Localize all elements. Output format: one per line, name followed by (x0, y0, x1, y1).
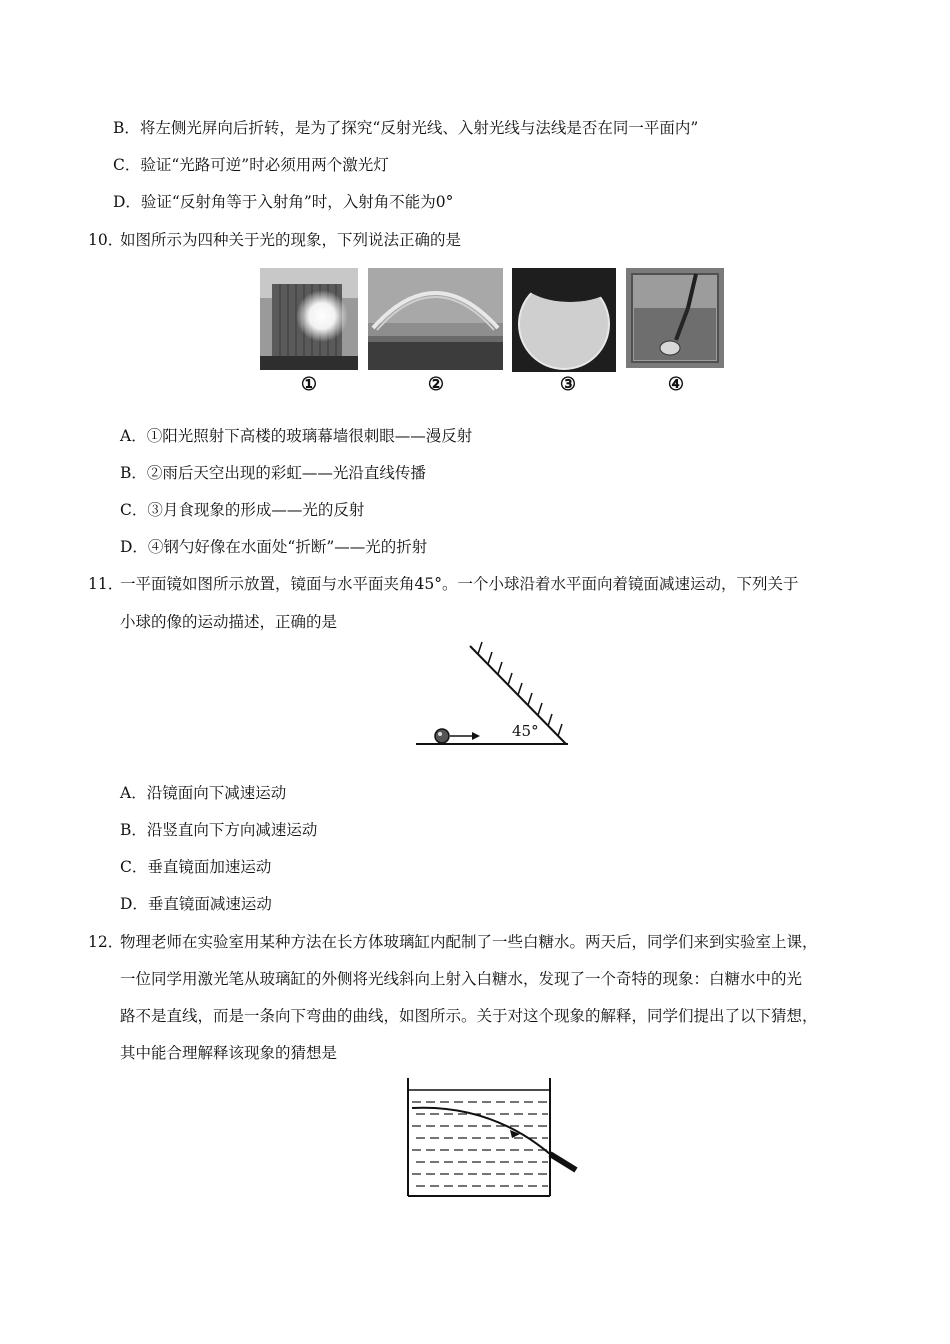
spoon-in-water-photo (626, 268, 724, 368)
sugar-water-tank-diagram (400, 1074, 590, 1204)
q11-stem-line1: 一平面镜如图所示放置，镜面与水平面夹角45°。一个小球沿着水平面向着镜面减速运动，下列关于 (120, 575, 799, 593)
angle-label: 45° (512, 722, 539, 740)
q12-stem-line3: 路不是直线，而是一条向下弯曲的曲线，如图所示。关于对这个现象的解释，同学们提出了以下猜想， (120, 1007, 818, 1025)
rainbow-photo (368, 268, 503, 370)
q12-number: 12． (88, 933, 124, 951)
lunar-eclipse-photo (512, 268, 616, 372)
q10-option-d: D．④钢勺好像在水面处“折断”——光的折射 (120, 538, 428, 556)
q10-stem: 如图所示为四种关于光的现象，下列说法正确的是 (120, 231, 462, 249)
q10-option-c: C．③月食现象的形成——光的反射 (120, 501, 365, 519)
q11-stem-line2: 小球的像的运动描述，正确的是 (120, 613, 338, 631)
q12-stem-line2: 一位同学用激光笔从玻璃缸的外侧将光线斜向上射入白糖水，发现了一个奇特的现象：白糖水中的光 (120, 970, 803, 988)
q9-option-d: D．验证“反射角等于入射角”时，入射角不能为0° (113, 193, 454, 211)
building-glare-photo (260, 268, 358, 370)
q10-option-a: A．①阳光照射下高楼的玻璃幕墙很刺眼——漫反射 (120, 427, 473, 445)
figure-label-3: ③ (559, 374, 577, 395)
q11-number: 11． (88, 575, 124, 593)
figure-label-2: ② (427, 374, 445, 395)
figure-label-4: ④ (667, 374, 685, 395)
q10-number: 10． (88, 231, 124, 249)
mirror-ball-diagram (410, 640, 580, 752)
q12-stem-line1: 物理老师在实验室用某种方法在长方体玻璃缸内配制了一些白糖水。两天后，同学们来到实验室上课， (120, 933, 818, 951)
q10-option-b: B．②雨后天空出现的彩虹——光沿直线传播 (120, 464, 426, 482)
q11-option-c: C．垂直镜面加速运动 (120, 858, 272, 876)
q9-option-c: C．验证“光路可逆”时必须用两个激光灯 (113, 156, 389, 174)
q9-option-b: B．将左侧光屏向后折转，是为了探究“反射光线、入射光线与法线是否在同一平面内” (113, 119, 699, 137)
q11-option-a: A．沿镜面向下减速运动 (120, 784, 287, 802)
q11-option-d: D．垂直镜面减速运动 (120, 895, 272, 913)
q10-figure-row (258, 268, 728, 393)
q11-option-b: B．沿竖直向下方向减速运动 (120, 821, 318, 839)
figure-label-1: ① (300, 374, 318, 395)
q12-stem-line4: 其中能合理解释该现象的猜想是 (120, 1044, 338, 1062)
